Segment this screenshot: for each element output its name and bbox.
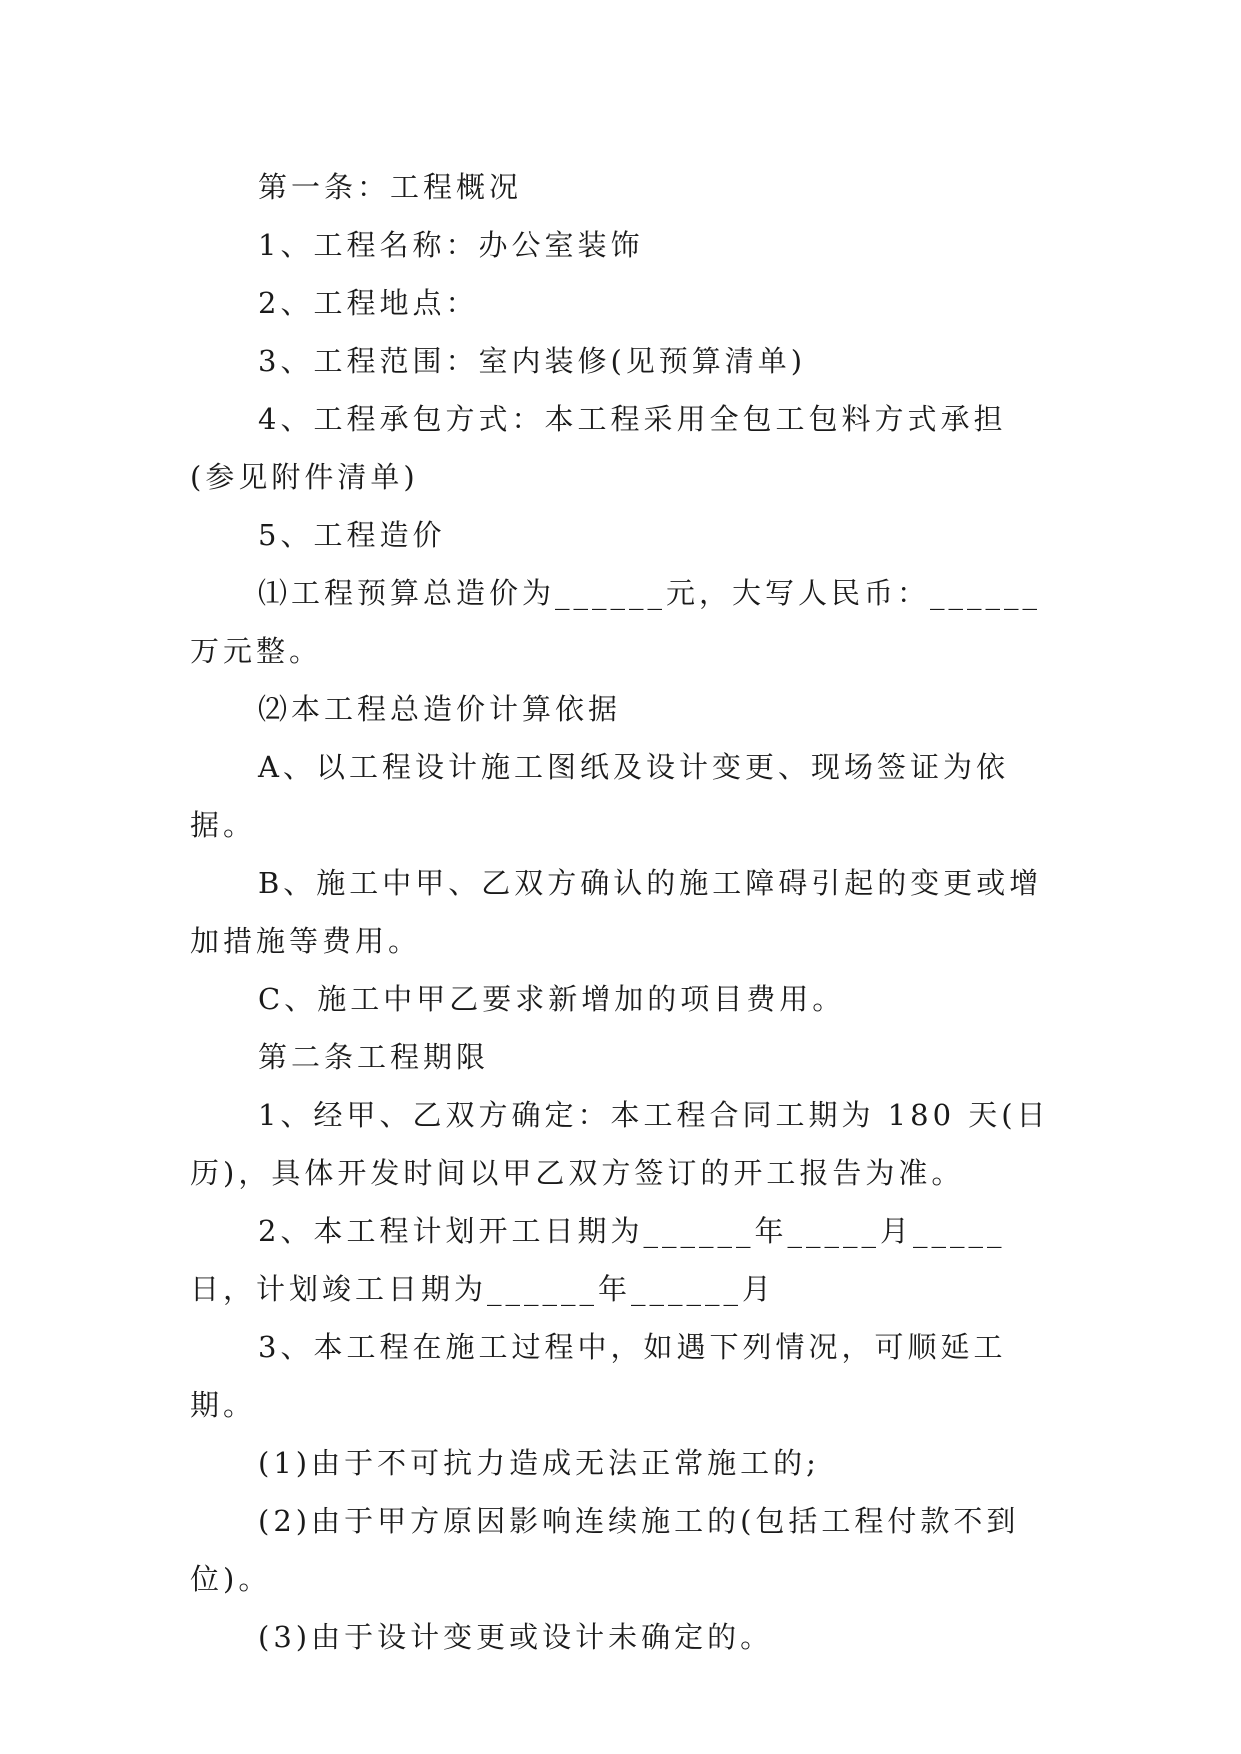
cost-basis-heading: ⑵本工程总造价计算依据	[258, 692, 622, 726]
section-1-heading: 第一条：工程概况	[258, 170, 523, 204]
extension-item-3: (3)由于设计变更或设计未确定的。	[258, 1620, 774, 1654]
section-2-heading: 第二条工程期限	[258, 1040, 490, 1074]
contract-method-line: 4、工程承包方式：本工程采用全包工包料方式承担(参见附件清单)	[190, 402, 1007, 494]
extension-item-1: (1)由于不可抗力造成无法正常施工的;	[258, 1446, 820, 1480]
cost-basis-a: A、以工程设计施工图纸及设计变更、现场签证为依据。	[190, 750, 1009, 842]
cost-basis-c: C、施工中甲乙要求新增加的项目费用。	[258, 982, 846, 1016]
document-body	[190, 158, 1052, 1666]
contract-duration-line: 1、经甲、乙双方确定：本工程合同工期为 180 天(日历)，具体开发时间以甲乙双方签订的开工报告为准。	[190, 1098, 1050, 1190]
project-name-line: 1、工程名称：办公室装饰	[258, 228, 644, 262]
cost-basis-b: B、施工中甲、乙双方确认的施工障碍引起的变更或增加措施等费用。	[190, 866, 1043, 958]
extension-item-2: (2)由于甲方原因影响连续施工的(包括工程付款不到位)。	[190, 1504, 1020, 1596]
project-location-line: 2、工程地点：	[258, 286, 479, 320]
project-scope-line: 3、工程范围：室内装修(见预算清单)	[258, 344, 807, 378]
planned-dates-line: 2、本工程计划开工日期为______年_____月_____日，计划竣工日期为______年______月	[190, 1214, 1006, 1306]
total-budget-line: ⑴工程预算总造价为______元，大写人民币：______万元整。	[190, 576, 1042, 668]
extension-conditions-line: 3、本工程在施工过程中，如遇下列情况，可顺延工期。	[190, 1330, 1007, 1422]
project-cost-heading: 5、工程造价	[258, 518, 446, 552]
